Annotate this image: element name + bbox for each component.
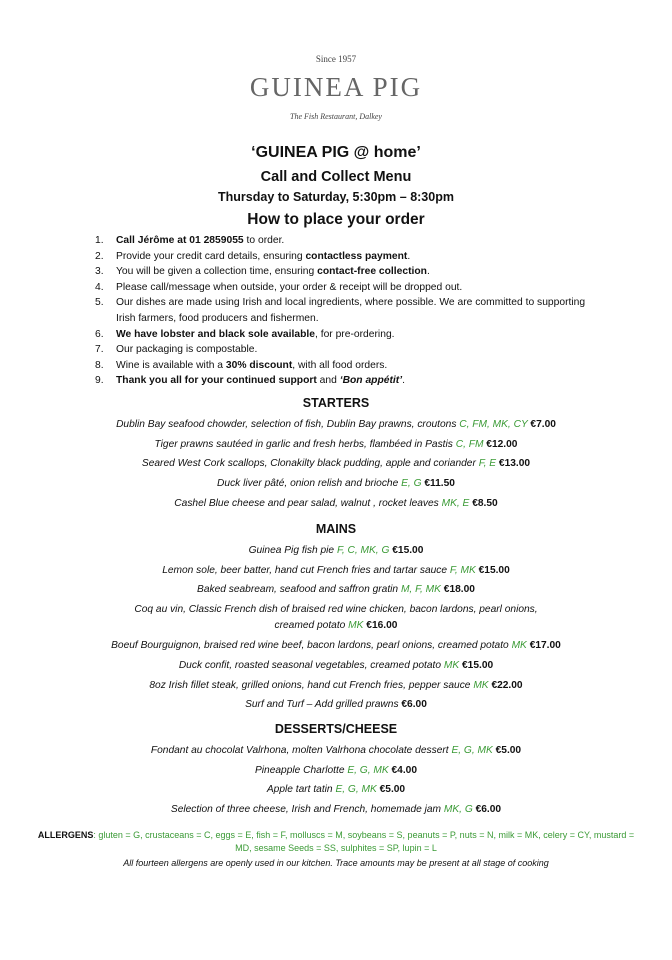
menu-item: Boeuf Bourguignon, braised red wine beef, bacon lardons, pearl onions, creamed potato MK €17.00 [111, 640, 561, 652]
menu-item: Coq au vin, Classic French dish of braised red wine chicken, bacon lardons, pearl onions, creamed potato MK €16.00 [134, 604, 538, 632]
logo-name: GUINEA PIG [249, 72, 423, 102]
desserts-heading: DESSERTS/CHEESE [274, 722, 398, 736]
step-item: 8. Wine is available with a 30% discount, with all food orders. [95, 359, 388, 371]
step-item: 5. Our dishes are made using Irish and local ingredients, where possible. We are committed to supporting Irish farmers, food producers and fishermen. [95, 297, 586, 324]
menu-item: Guinea Pig fish pie F, C, MK, G €15.00 [248, 545, 424, 556]
allergens-note: All fourteen allergens are openly used in our kitchen. Trace amounts may be present at all stage of cooking [123, 858, 549, 868]
mains-heading: MAINS [315, 522, 357, 536]
step-item: 9. Thank you all for your continued support and ‘Bon appétit’. [95, 375, 405, 387]
menu-item: Selection of three cheese, Irish and French, homemade jam MK, G €6.00 [170, 804, 502, 816]
opening-hours: Thursday to Saturday, 5:30pm – 8:30pm [218, 190, 454, 204]
menu-item: Surf and Turf – Add grilled prawns €6.00 [245, 699, 427, 711]
menu-item: Dublin Bay seafood chowder, selection of fish, Dublin Bay prawns, croutons C, FM, MK, CY €7.00 [116, 419, 556, 430]
menu-item: Fondant au chocolat Valrhona, molten Valrhona chocolate dessert E, G, MK €5.00 [150, 745, 522, 756]
menu-subtitle: Call and Collect Menu [260, 169, 412, 185]
menu-item: 8oz Irish fillet steak, grilled onions, hand cut French fries, pepper sauce MK €22.00 [149, 679, 523, 691]
menu-item: Apple tart tatin E, G, MK €5.00 [266, 784, 406, 796]
menu-item: Seared West Cork scallops, Clonakilty black pudding, apple and coriander F, E €13.00 [141, 458, 531, 470]
menu-item: Duck liver pâté, onion relish and brioche E, G €11.50 [217, 478, 455, 490]
step-item: 7. Our packaging is compostable. [95, 344, 258, 356]
step-item: 2. Provide your credit card details, ensuring contactless payment. [95, 250, 411, 262]
order-steps [95, 233, 605, 389]
allergens-legend: ALLERGENS: gluten = G, crustaceans = C, eggs = E, fish = F, molluscs = M, soybeans = S, peanuts = P, nuts = N, milk = MK, celery = CY, mustard = MD, sesame Seeds = SS, sulphites = SP, lupin = L [37, 830, 635, 853]
menu-item: Duck confit, roasted seasonal vegetables, creamed potato MK €15.00 [178, 659, 494, 671]
starters-heading: STARTERS [302, 396, 370, 410]
step-item: 3. You will be given a collection time, ensuring contact-free collection. [95, 266, 430, 278]
desserts-list [0, 741, 672, 820]
menu-item: Lemon sole, beer batter, hand cut French fries and tartar sauce F, MK €15.00 [162, 564, 510, 576]
how-to-heading: How to place your order [247, 211, 425, 228]
logo-subtitle: The Fish Restaurant, Dalkey [290, 112, 382, 121]
menu-item: Baked seabream, seafood and saffron gratin M, F, MK €18.00 [197, 584, 475, 596]
starters-list [0, 415, 672, 514]
step-item: 1. Call Jérôme at 01 2859055 to order. [95, 235, 285, 246]
menu-item: Pineapple Charlotte E, G, MK €4.00 [255, 764, 417, 776]
menu-title: ‘GUINEA PIG @ home’ [251, 144, 421, 161]
allergens-label: ALLERGENS [37, 830, 94, 840]
mains-list [0, 541, 672, 715]
menu-item: Tiger prawns sautéed in garlic and fresh herbs, flambéed in Pastis C, FM €12.00 [154, 438, 518, 450]
step-item: 6. We have lobster and black sole available, for pre-ordering. [95, 328, 395, 340]
menu-item: Cashel Blue cheese and pear salad, walnut , rocket leaves MK, E €8.50 [174, 497, 498, 509]
logo-since: Since 1957 [315, 54, 357, 64]
step-item: 4. Please call/message when outside, your order & receipt will be dropped out. [95, 281, 463, 293]
